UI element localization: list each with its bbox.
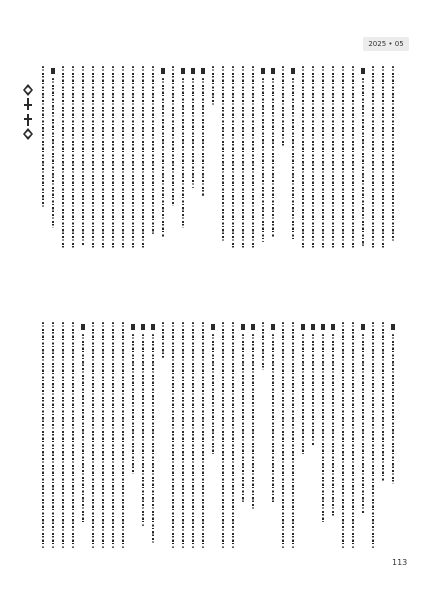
text-line bbox=[182, 322, 184, 548]
text-line bbox=[42, 66, 44, 208]
text-line bbox=[352, 66, 354, 248]
text-line bbox=[172, 66, 174, 206]
page-number: 113 bbox=[392, 558, 408, 567]
text-line bbox=[222, 66, 224, 242]
text-line bbox=[182, 78, 184, 228]
text-line bbox=[52, 322, 54, 548]
text-line bbox=[292, 322, 294, 548]
text-line bbox=[372, 66, 374, 248]
text-line bbox=[222, 322, 224, 548]
text-line bbox=[82, 66, 84, 246]
text-line bbox=[92, 322, 94, 548]
text-line bbox=[102, 322, 104, 548]
text-line bbox=[212, 334, 214, 454]
text-line bbox=[82, 334, 84, 524]
text-line bbox=[262, 78, 264, 242]
text-line bbox=[172, 322, 174, 548]
text-line bbox=[192, 78, 194, 188]
text-line bbox=[272, 334, 274, 504]
text-line bbox=[302, 334, 304, 454]
text-line bbox=[332, 334, 334, 516]
text-line bbox=[202, 322, 204, 548]
ornament-icon bbox=[21, 82, 35, 142]
text-line bbox=[72, 322, 74, 548]
text-line bbox=[42, 322, 44, 548]
text-line bbox=[142, 334, 144, 526]
text-line bbox=[322, 66, 324, 248]
text-line bbox=[342, 322, 344, 548]
text-line bbox=[242, 334, 244, 502]
text-line bbox=[342, 66, 344, 248]
text-line bbox=[382, 322, 384, 482]
text-line bbox=[72, 66, 74, 248]
text-line bbox=[362, 78, 364, 246]
text-line bbox=[112, 66, 114, 248]
text-line bbox=[212, 66, 214, 106]
text-line bbox=[392, 334, 394, 484]
text-line bbox=[52, 78, 54, 228]
text-line bbox=[142, 66, 144, 248]
text-line bbox=[302, 66, 304, 248]
text-line bbox=[332, 66, 334, 248]
text-line bbox=[122, 66, 124, 248]
text-line bbox=[262, 322, 264, 370]
text-line bbox=[392, 66, 394, 242]
text-line bbox=[202, 78, 204, 196]
text-line bbox=[112, 322, 114, 548]
text-line bbox=[352, 322, 354, 548]
text-line bbox=[272, 78, 274, 238]
text-line bbox=[232, 322, 234, 548]
text-line bbox=[252, 334, 254, 510]
text-line bbox=[92, 66, 94, 248]
text-line bbox=[232, 66, 234, 248]
issue-label: 2025 • 05 bbox=[363, 37, 409, 51]
text-line bbox=[162, 78, 164, 238]
text-line bbox=[62, 66, 64, 248]
text-line bbox=[372, 322, 374, 548]
text-line bbox=[282, 66, 284, 146]
text-line bbox=[162, 322, 164, 358]
text-line bbox=[252, 66, 254, 248]
text-line bbox=[132, 334, 134, 474]
text-line bbox=[122, 322, 124, 548]
text-line bbox=[362, 334, 364, 514]
text-line bbox=[312, 334, 314, 446]
text-line bbox=[292, 78, 294, 240]
text-line bbox=[102, 66, 104, 248]
text-line bbox=[152, 66, 154, 234]
text-line bbox=[132, 66, 134, 248]
text-line bbox=[62, 322, 64, 548]
text-line bbox=[282, 322, 284, 548]
text-line bbox=[152, 334, 154, 544]
text-line bbox=[312, 66, 314, 248]
text-line bbox=[382, 66, 384, 248]
text-line bbox=[322, 334, 324, 522]
text-line bbox=[192, 322, 194, 548]
text-line bbox=[242, 66, 244, 248]
